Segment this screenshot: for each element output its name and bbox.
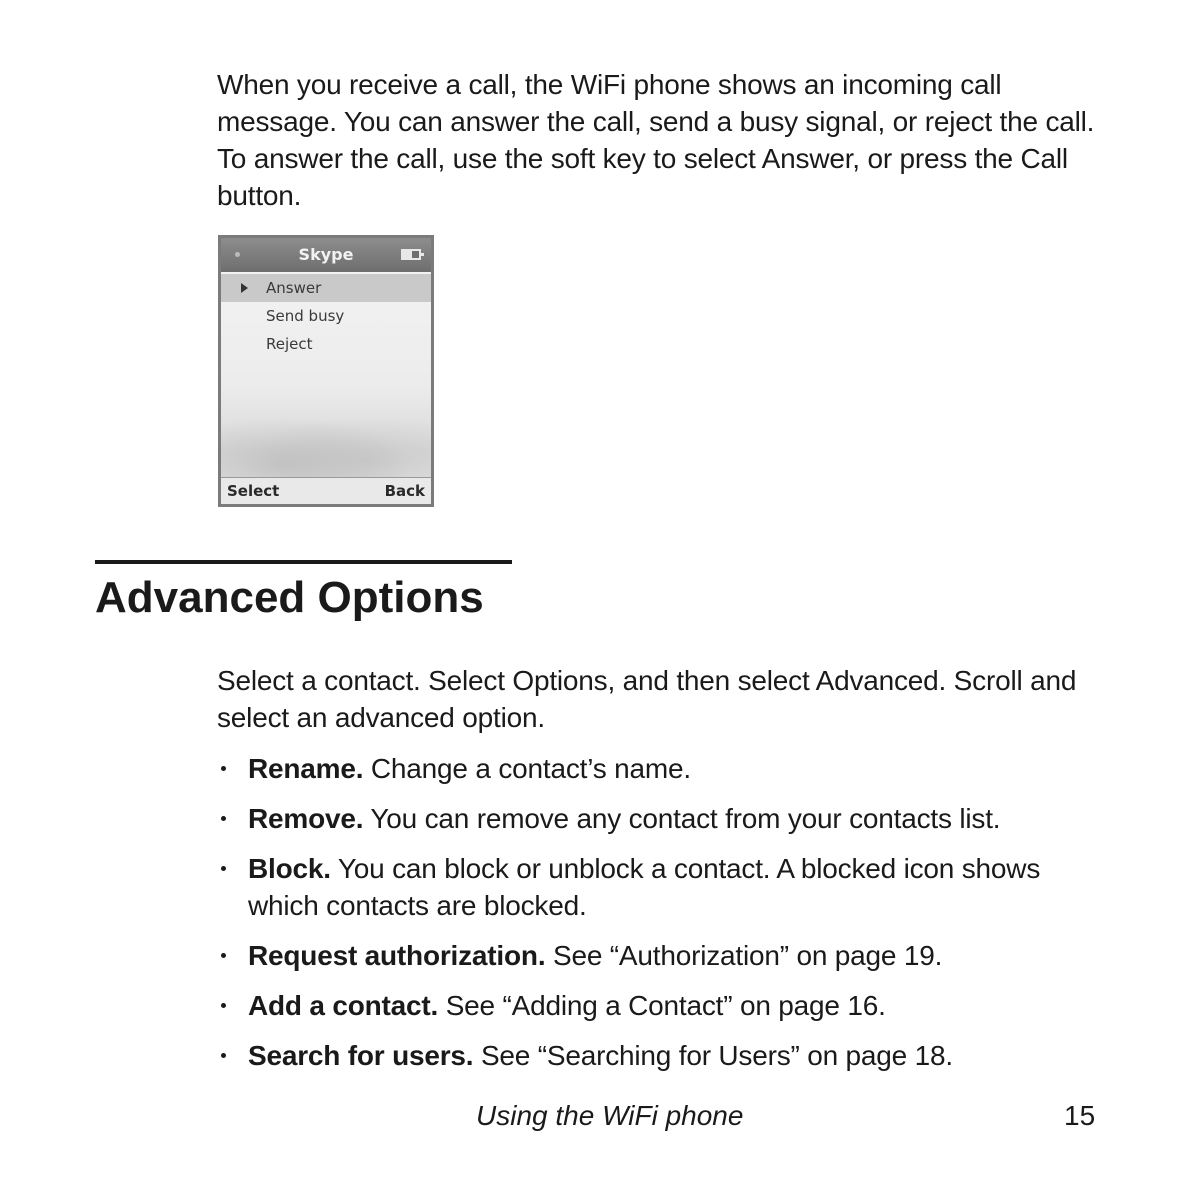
softkey-select[interactable]: Select bbox=[227, 482, 280, 500]
list-item bbox=[217, 1037, 1117, 1074]
phone-menu-item-answer[interactable] bbox=[221, 274, 431, 302]
list-item-text: See “Authorization” on page 19. bbox=[545, 940, 943, 971]
list-item-text: You can remove any contact from your contacts list. bbox=[363, 803, 1001, 834]
list-item-term: Rename. bbox=[248, 753, 364, 784]
bullet-icon bbox=[221, 766, 226, 771]
list-item bbox=[217, 750, 1117, 787]
phone-menu-item-label: Send busy bbox=[266, 307, 345, 325]
arrow-right-icon bbox=[241, 283, 248, 293]
list-item-term: Search for users. bbox=[248, 1040, 474, 1071]
phone-screenshot bbox=[218, 235, 434, 507]
list-item-term: Request authorization. bbox=[248, 940, 546, 971]
list-item-text: Change a contact’s name. bbox=[363, 753, 691, 784]
list-item bbox=[217, 800, 1117, 837]
softkey-back[interactable]: Back bbox=[384, 482, 425, 500]
list-item bbox=[217, 987, 1117, 1024]
phone-softkey-bar bbox=[221, 477, 431, 504]
bullet-icon bbox=[221, 953, 226, 958]
phone-title: Skype bbox=[298, 245, 354, 264]
phone-menu-item-label: Reject bbox=[266, 335, 313, 353]
list-item-text: See “Adding a Contact” on page 16. bbox=[438, 990, 886, 1021]
section-intro: Select a contact. Select Options, and then select Advanced. Scroll and select an advanced option. bbox=[217, 665, 1077, 733]
list-item bbox=[217, 850, 1117, 924]
list-item-text: You can block or unblock a contact. A blocked icon shows which contacts are blocked. bbox=[248, 853, 1041, 921]
list-item-term: Remove. bbox=[248, 803, 364, 834]
phone-menu-item-reject[interactable] bbox=[221, 330, 431, 358]
phone-display bbox=[221, 238, 431, 504]
list-item-text: See “Searching for Users” on page 18. bbox=[473, 1040, 953, 1071]
footer-title: Using the WiFi phone bbox=[476, 1100, 744, 1131]
section-divider bbox=[95, 560, 512, 564]
phone-menu bbox=[221, 274, 431, 358]
phone-menu-item-send-busy[interactable] bbox=[221, 302, 431, 330]
skype-watermark bbox=[221, 408, 431, 478]
signal-dot-icon bbox=[235, 252, 240, 257]
list-item-term: Block. bbox=[248, 853, 331, 884]
phone-menu-item-label: Answer bbox=[266, 279, 322, 297]
list-item-term: Add a contact. bbox=[248, 990, 439, 1021]
phone-title-bar bbox=[221, 238, 431, 272]
advanced-options-list bbox=[217, 750, 1117, 1087]
battery-icon bbox=[401, 249, 421, 260]
page-number: 15 bbox=[1064, 1100, 1096, 1131]
bullet-icon bbox=[221, 1003, 226, 1008]
intro-paragraph: When you receive a call, the WiFi phone shows an incoming call message. You can answer the call, send a busy signal, or reject the call. To answer the call, use the soft key to select Answer, or press the Call button. bbox=[217, 69, 1095, 211]
bullet-icon bbox=[221, 816, 226, 821]
section-title: Advanced Options bbox=[95, 573, 484, 622]
bullet-icon bbox=[221, 866, 226, 871]
bullet-icon bbox=[221, 1053, 226, 1058]
list-item bbox=[217, 937, 1117, 974]
